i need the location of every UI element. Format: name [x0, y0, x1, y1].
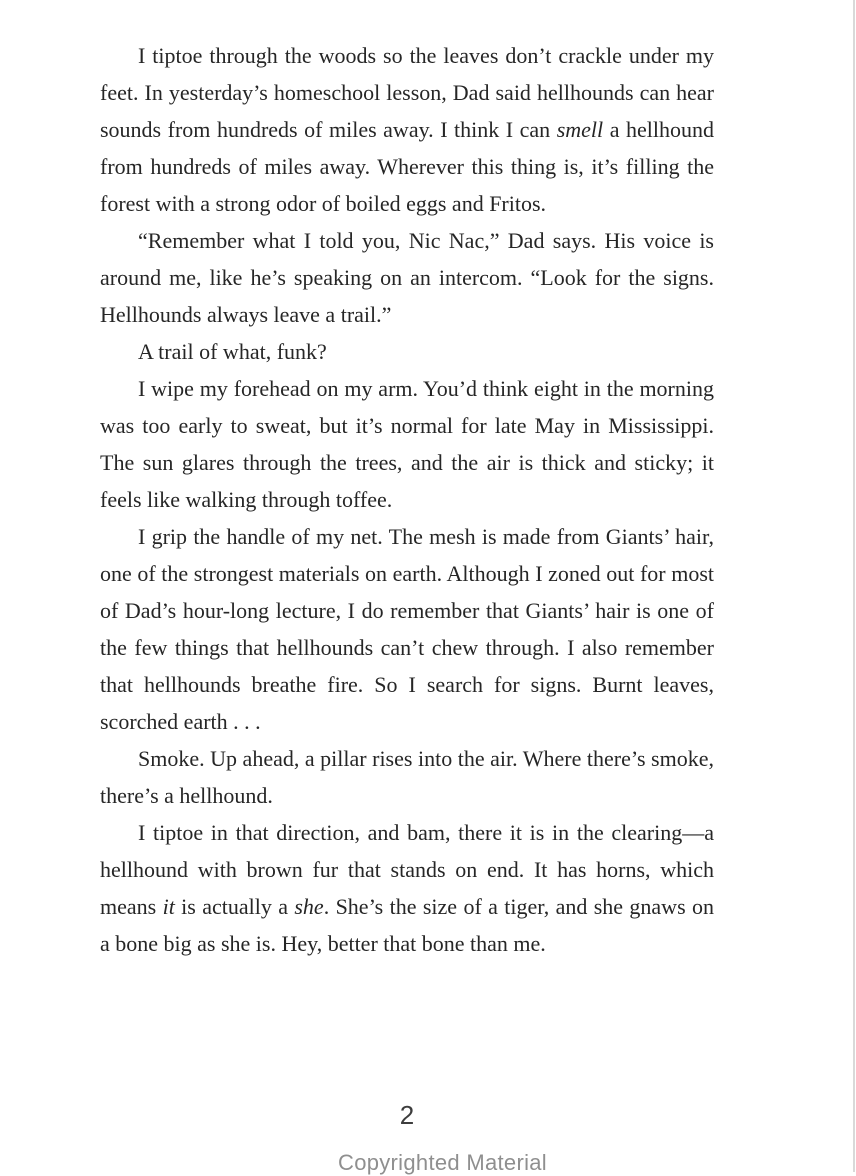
- text-run: I tiptoe through the woods so the leaves don’t crackle under my feet. In yesterday’s homeschool lesson, Dad said hellhounds can hear sounds from hundreds of miles away. I think I can: [100, 43, 714, 142]
- text-run: “Remember what I told you, Nic Nac,” Dad says. His voice is around me, like he’s speaking on an intercom. “Look for the signs. Hellhounds always leave a trail.”: [100, 228, 714, 327]
- text-run: . She’s the size of a tiger, and she gnaws on a bone big as she is. Hey, better that bone than me.: [100, 894, 714, 956]
- paragraph: [100, 222, 714, 333]
- paragraph: [100, 814, 714, 962]
- paragraph: [100, 370, 714, 518]
- paragraph: [100, 518, 714, 740]
- viewer-edge-divider: [853, 0, 855, 1172]
- text-run: Smoke. Up ahead, a pillar rises into the air. Where there’s smoke, there’s a hellhound.: [100, 746, 714, 808]
- paragraph: [100, 740, 714, 814]
- copyright-watermark: Copyrighted Material: [338, 1150, 547, 1175]
- text-run: is actually a: [174, 894, 295, 919]
- page-number: 2: [399, 1100, 415, 1130]
- paragraph: [100, 37, 714, 222]
- italic-text-run: it: [162, 894, 175, 919]
- text-run: I grip the handle of my net. The mesh is made from Giants’ hair, one of the strongest materials on earth. Although I zoned out for most of Dad’s hour-long lecture, I do remember that Giants’ hair is one of the few things that hellhounds can’t chew through. I also remember that hellhounds breathe fire. So I search for signs. Burnt leaves, scorched earth . . .: [100, 524, 714, 734]
- text-run: a hellhound from hundreds of miles away. Wherever this thing is, it’s filling the forest with a strong odor of boiled eggs and Fritos.: [100, 117, 714, 216]
- italic-text-run: smell: [556, 117, 604, 142]
- text-run: A trail of what, funk?: [138, 339, 327, 364]
- text-run: I tiptoe in that direction, and bam, there it is in the clearing—a hellhound with brown fur that stands on end. It has horns, which means: [100, 820, 714, 919]
- paragraph: [100, 333, 714, 370]
- italic-text-run: she: [294, 894, 324, 919]
- text-run: I wipe my forehead on my arm. You’d think eight in the morning was too early to sweat, but it’s normal for late May in Mississippi. The sun glares through the trees, and the air is thick and sticky; it feels like walking through toffee.: [100, 376, 714, 512]
- page-text: [100, 37, 714, 962]
